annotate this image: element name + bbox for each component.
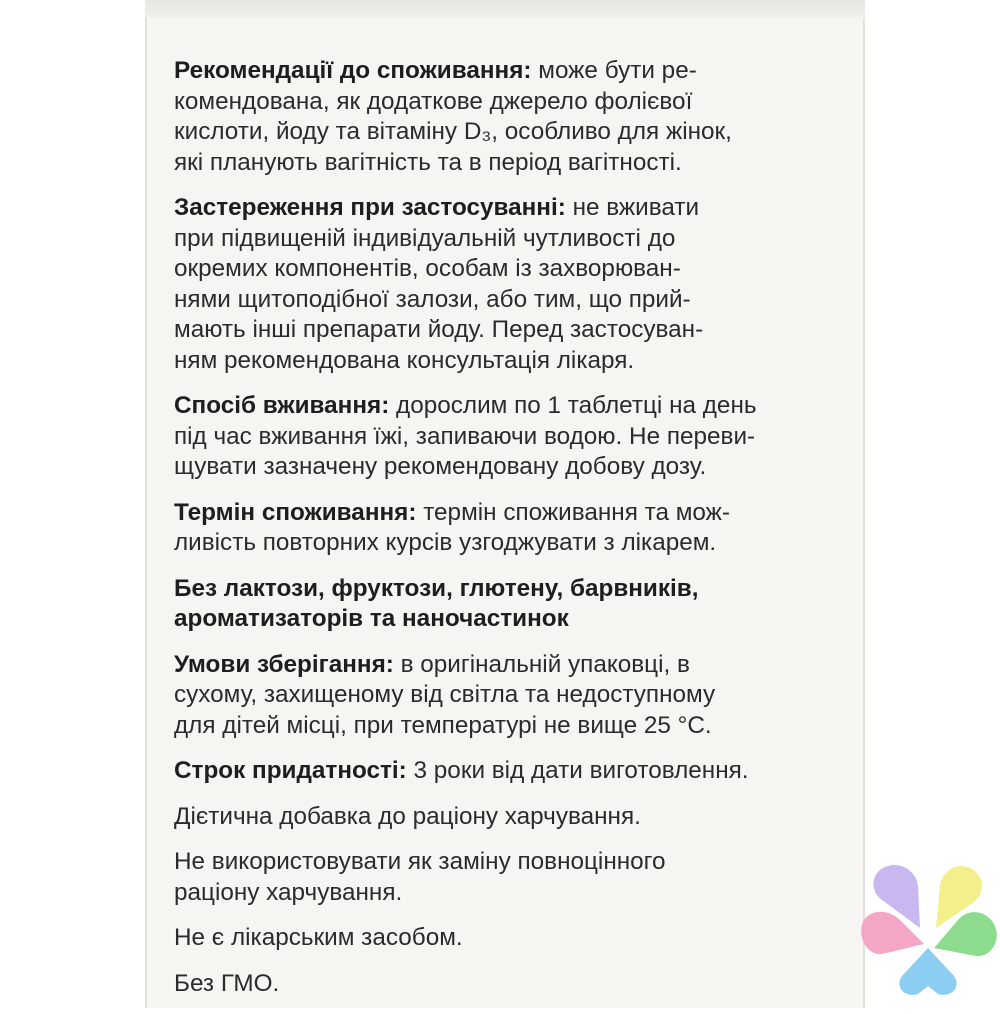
- text-line: [174, 117, 824, 148]
- petal-blue: [899, 948, 956, 995]
- body-text: при підвищеній індивідуальній чутливості до: [174, 224, 676, 252]
- body-text: термін споживання та мож-: [416, 498, 731, 526]
- body-text: під час вживання їжі, запиваючи водою. Не переви-: [174, 422, 756, 450]
- bold-heading: Застереження при застосуванні:: [174, 194, 566, 221]
- text-line: [174, 923, 824, 954]
- text-line: [174, 574, 824, 605]
- paragraph: [174, 847, 824, 908]
- body-text: ливість повторних курсів узгоджувати з лікарем.: [174, 529, 717, 556]
- label-text-block: [174, 56, 824, 1014]
- body-text: раціону харчування.: [174, 878, 403, 906]
- text-line: [174, 528, 824, 559]
- text-line: [174, 315, 824, 346]
- body-text: Не є лікарським засобом.: [174, 924, 463, 951]
- text-line: [174, 254, 824, 285]
- body-text: Дієтична добавка до раціону харчування.: [174, 802, 641, 830]
- body-text: може бути ре-: [531, 57, 697, 84]
- body-text: комендована, як додаткове джерело фолієвої: [174, 87, 693, 115]
- text-line: [174, 878, 824, 909]
- body-text: окремих компонентів, особам із захворюван-: [174, 255, 681, 282]
- paragraph: [174, 969, 824, 1000]
- text-line: [174, 87, 824, 118]
- body-text: мають інші препарати йоду. Перед застосуван-: [174, 316, 704, 343]
- bold-heading: Умови зберігання:: [174, 650, 394, 678]
- text-line: [174, 391, 824, 422]
- text-line: [174, 193, 824, 224]
- bold-heading: Строк придатності:: [174, 757, 407, 784]
- text-line: [174, 285, 824, 316]
- body-text: нями щитоподібної залози, або тим, що прий-: [174, 285, 691, 313]
- text-line: [174, 711, 824, 742]
- body-text: щувати зазначену рекомендовану добову дозу.: [174, 453, 707, 480]
- bold-heading: Без лактози, фруктози, глютену, барвників,: [174, 574, 699, 602]
- body-text: 3 роки від дати виготовлення.: [406, 757, 749, 784]
- body-text: дорослим по 1 таблетці на день: [389, 392, 757, 419]
- bold-heading: Рекомендації до споживання:: [174, 57, 532, 84]
- body-text: Не використовувати як заміну повноцінного: [174, 848, 666, 875]
- paragraph: [174, 56, 824, 178]
- text-line: [174, 56, 824, 87]
- paragraph: [174, 193, 824, 376]
- body-text: для дітей місці, при температурі не вище 25 °С.: [174, 711, 712, 739]
- bold-heading: Термін споживання:: [174, 498, 417, 526]
- text-line: [174, 148, 824, 179]
- text-line: [174, 802, 824, 833]
- text-line: [174, 847, 824, 878]
- flower-petals-icon: [858, 858, 1000, 998]
- text-line: [174, 756, 824, 787]
- text-line: [174, 498, 824, 529]
- body-text: сухому, захищеному від світла та недоступному: [174, 681, 716, 708]
- text-line: [174, 969, 824, 1000]
- text-line: [174, 346, 824, 377]
- paragraph: [174, 802, 824, 833]
- text-line: [174, 604, 824, 635]
- text-line: [174, 452, 824, 483]
- paragraph: [174, 498, 824, 559]
- bold-heading: ароматизаторів та наночастинок: [174, 605, 569, 632]
- bold-heading: Спосіб вживання:: [174, 392, 390, 419]
- paragraph: [174, 756, 824, 787]
- paragraph: [174, 650, 824, 742]
- text-line: [174, 680, 824, 711]
- paragraph: [174, 574, 824, 635]
- paragraph: [174, 391, 824, 483]
- body-text: не вживати: [565, 194, 700, 221]
- text-line: [174, 422, 824, 453]
- text-line: [174, 650, 824, 681]
- body-text: які планують вагітність та в період вагітності.: [174, 148, 682, 176]
- paragraph: [174, 923, 824, 954]
- body-text: кислоти, йоду та вітаміну D₃, особливо для жінок,: [174, 118, 732, 145]
- body-text: ням рекомендована консультація лікаря.: [174, 346, 635, 374]
- body-text: в оригінальній упаковці, в: [393, 650, 690, 678]
- body-text: Без ГМО.: [174, 969, 280, 997]
- text-line: [174, 224, 824, 255]
